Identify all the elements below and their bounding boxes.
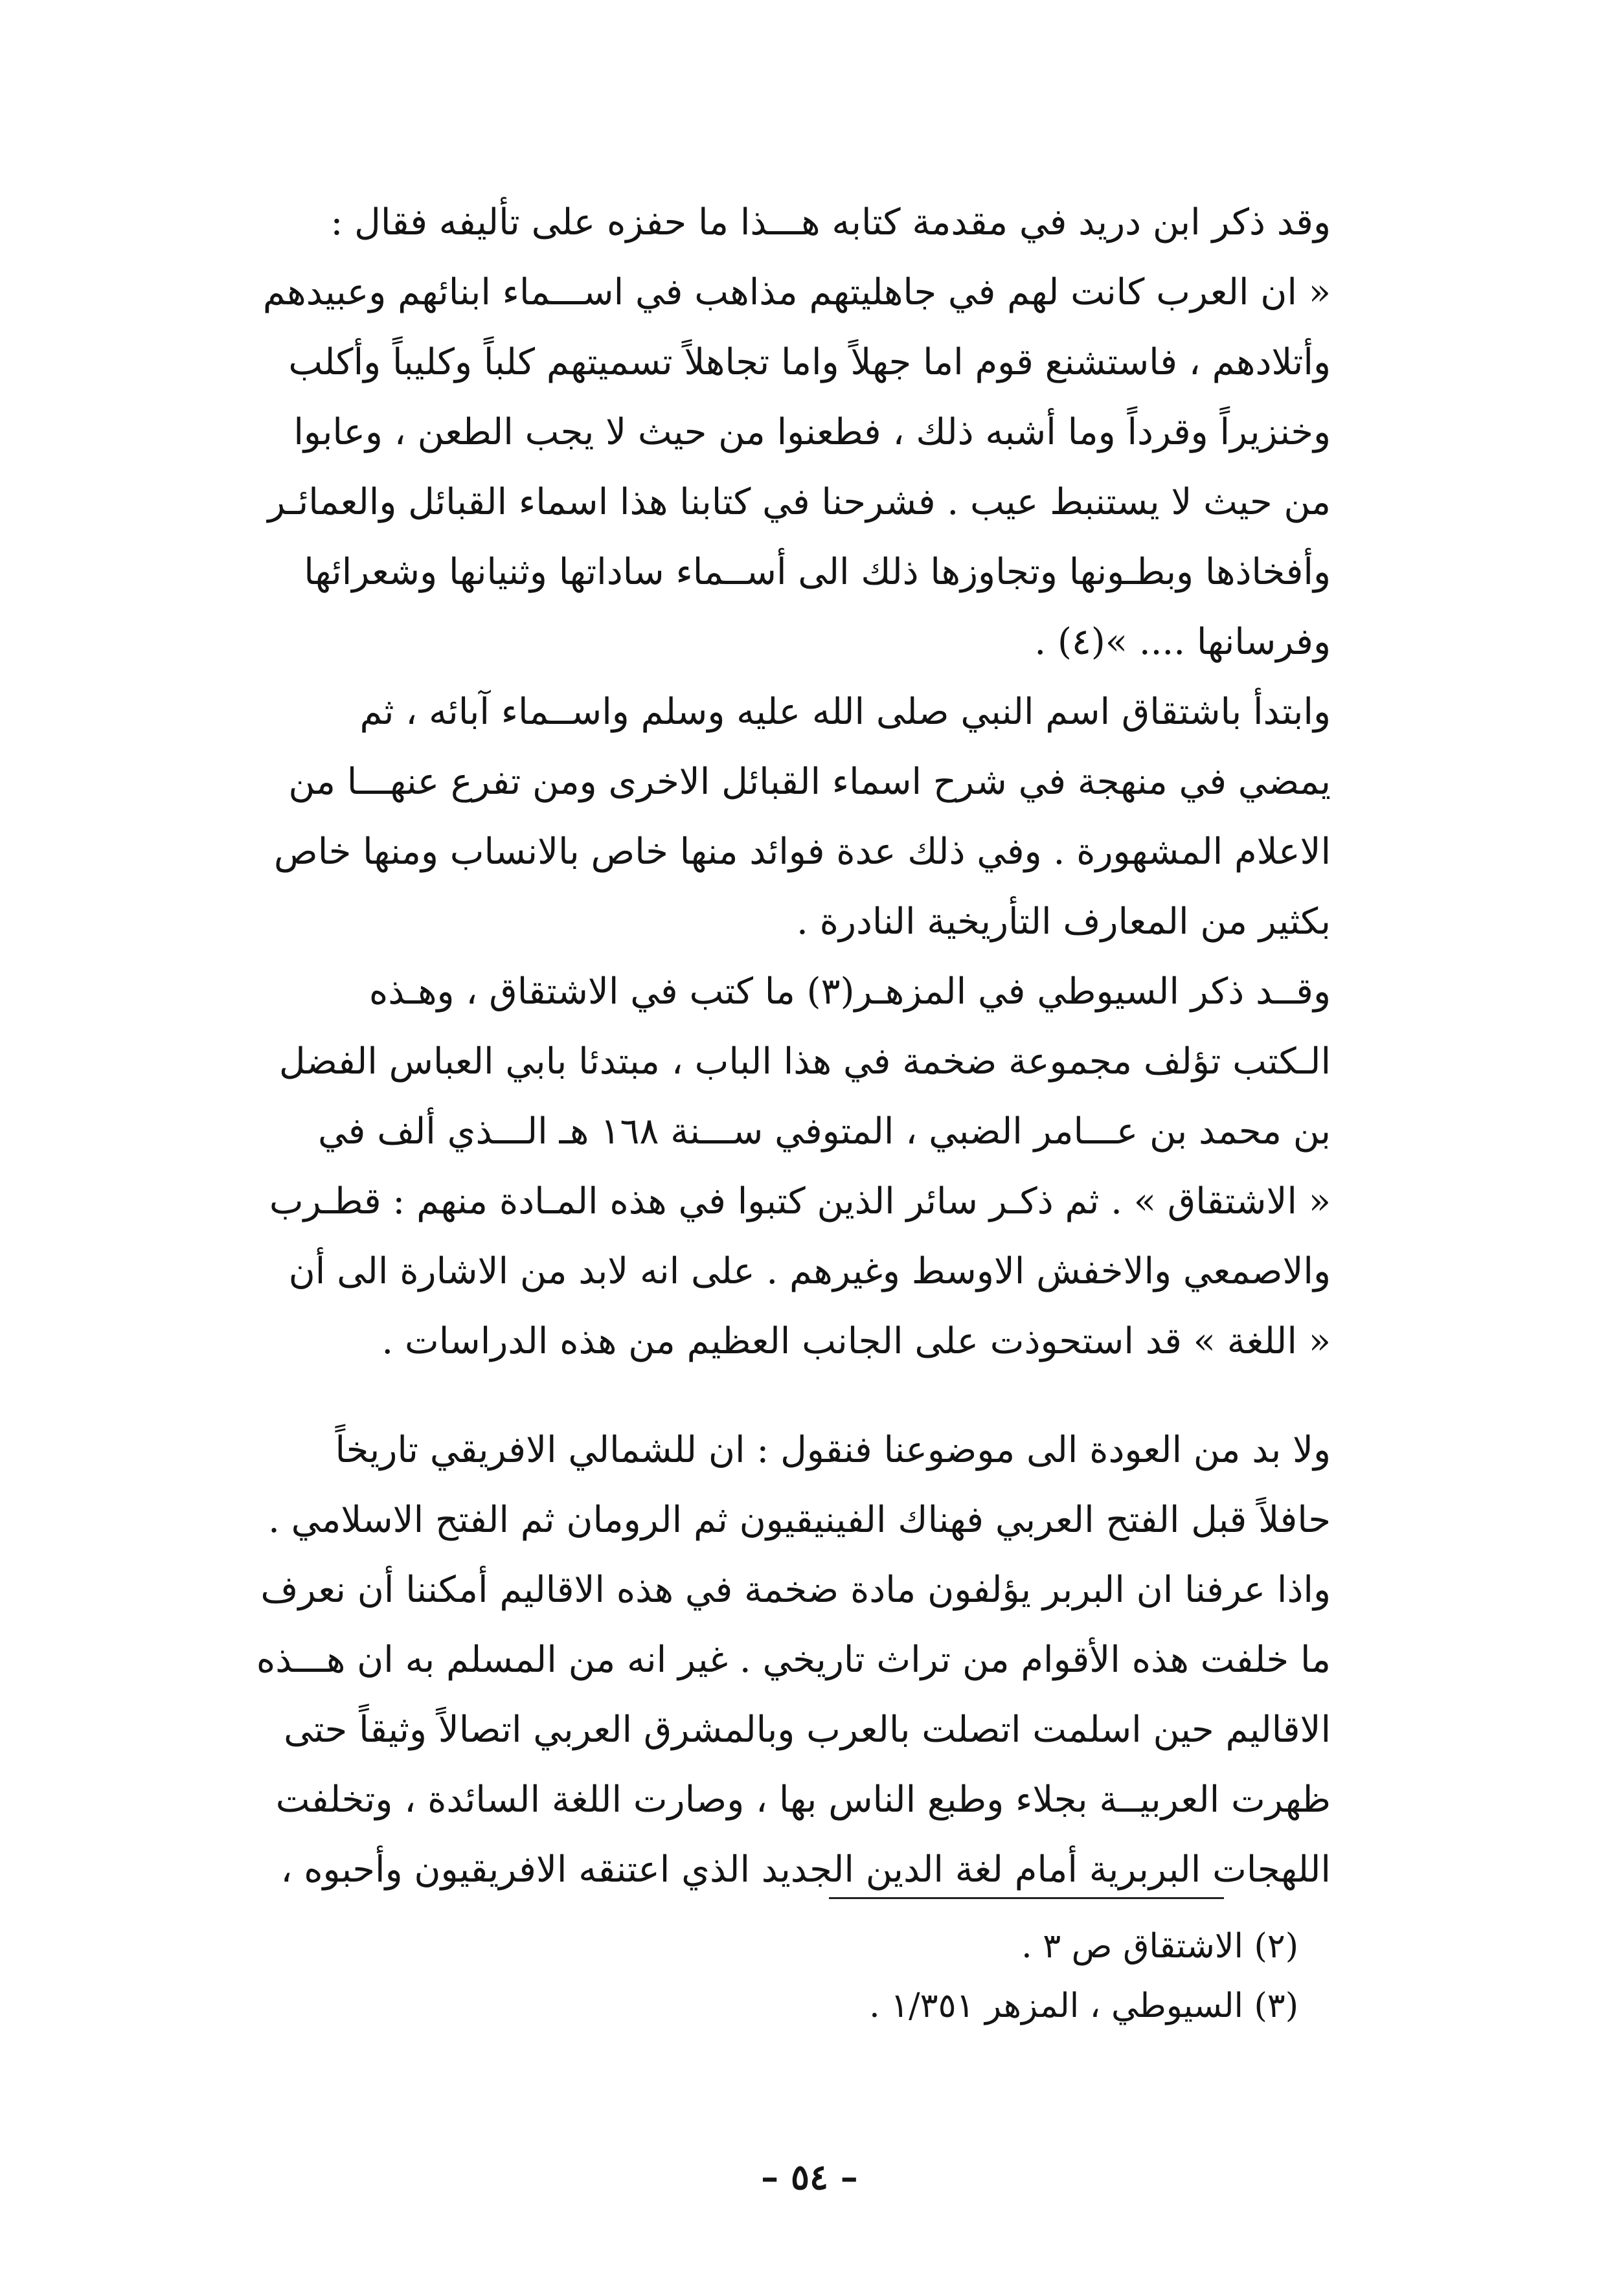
text-line: وخنزيراً وقرداً وما أشبه ذلك ، فطعنوا من حيث لا يجب الطعن ، وعابوا bbox=[293, 411, 1331, 453]
text-line: الاقاليم حين اسلمت اتصلت بالعرب وبالمشرق العربي اتصالاً وثيقاً حتى bbox=[284, 1709, 1331, 1751]
text-line: وقــد ذكر السيوطي في المزهـر(٣) ما كتب في الاشتقاق ، وهـذه bbox=[368, 971, 1331, 1013]
footnote: (٣) السيوطي ، المزهر ١/٣٥١ . bbox=[869, 1986, 1298, 2025]
text-line: « اللغة » قد استحوذت على الجانب العظيم من هذه الدراسات . bbox=[381, 1320, 1331, 1362]
text-line: بن محمد بن عـــامر الضبي ، المتوفي ســـنة ١٦٨ هـ الـــذي ألف في bbox=[318, 1110, 1331, 1153]
paragraph-2 bbox=[256, 677, 1331, 957]
paragraph-1 bbox=[256, 188, 1331, 677]
footnote-separator bbox=[829, 1897, 1224, 1899]
text-line: واذا عرفنا ان البربر يؤلفون مادة ضخمة في هذه الاقاليم أمكننا أن نعرف bbox=[260, 1569, 1331, 1611]
text-line: وأفخاذها وبطـونها وتجاوزها ذلك الى أســماء ساداتها وثنيانها وشعرائها bbox=[304, 551, 1331, 593]
body-text bbox=[256, 188, 1331, 1905]
text-line: وأتلادهم ، فاستشنع قوم اما جهلاً واما تجاهلاً تسميتهم كلباً وكليباً وأكلب bbox=[288, 341, 1331, 383]
text-line: حافلاً قبل الفتح العربي فهناك الفينيقيون ثم الرومان ثم الفتح الاسلامي . bbox=[268, 1499, 1331, 1541]
text-line: وفرسانها .... »(٤) . bbox=[1034, 621, 1331, 663]
page-number: – ٥٤ – bbox=[761, 2156, 858, 2198]
text-line: ما خلفت هذه الأقوام من تراث تاريخي . غير انه من المسلم به ان هـــذه bbox=[256, 1639, 1331, 1681]
paragraph-3 bbox=[256, 957, 1331, 1377]
footnotes bbox=[586, 1917, 1298, 2036]
text-line: الاعلام المشهورة . وفي ذلك عدة فوائد منها خاص بالانساب ومنها خاص bbox=[273, 831, 1331, 873]
text-line: بكثير من المعارف التأريخية النادرة . bbox=[797, 901, 1331, 943]
text-line: الـكتب تؤلف مجموعة ضخمة في هذا الباب ، مبتدئا بابي العباس الفضل bbox=[278, 1041, 1331, 1083]
text-line: والاصمعي والاخفش الاوسط وغيرهم . على انه لابد من الاشارة الى أن bbox=[288, 1250, 1331, 1292]
text-line: وابتدأ باشتقاق اسم النبي صلى الله عليه وسلم واســماء آبائه ، ثم bbox=[359, 691, 1331, 733]
paragraph-4 bbox=[256, 1415, 1331, 1905]
footnote: (٢) الاشتقاق ص ٣ . bbox=[1021, 1927, 1298, 1966]
text-line: ولا بد من العودة الى موضوعنا فنقول : ان للشمالي الافريقي تاريخاً bbox=[335, 1429, 1331, 1471]
text-line: اللهجات البربرية أمام لغة الدين الجديد الذي اعتنقه الافريقيون وأحبوه ، bbox=[280, 1849, 1331, 1891]
text-line: يمضي في منهجة في شرح اسماء القبائل الاخرى ومن تفرع عنهـــا من bbox=[288, 761, 1331, 803]
text-line: من حيث لا يستنبط عيب . فشرحنا في كتابنا هذا اسماء القبائل والعمائـر bbox=[267, 481, 1331, 523]
text-line: ظهرت العربيــة بجلاء وطبع الناس بها ، وصارت اللغة السائدة ، وتخلفت bbox=[275, 1779, 1331, 1821]
text-line: « ان العرب كانت لهم في جاهليتهم مذاهب في اســـماء ابنائهم وعبيدهم bbox=[262, 271, 1331, 313]
text-line: وقد ذكر ابن دريد في مقدمة كتابه هـــذا ما حفزه على تأليفه فقال : bbox=[330, 201, 1331, 243]
text-line: « الاشتقاق » . ثم ذكـر سائر الذين كتبوا في هذه المـادة منهم : قطـرب bbox=[269, 1180, 1331, 1222]
section-gap bbox=[256, 1377, 1331, 1415]
